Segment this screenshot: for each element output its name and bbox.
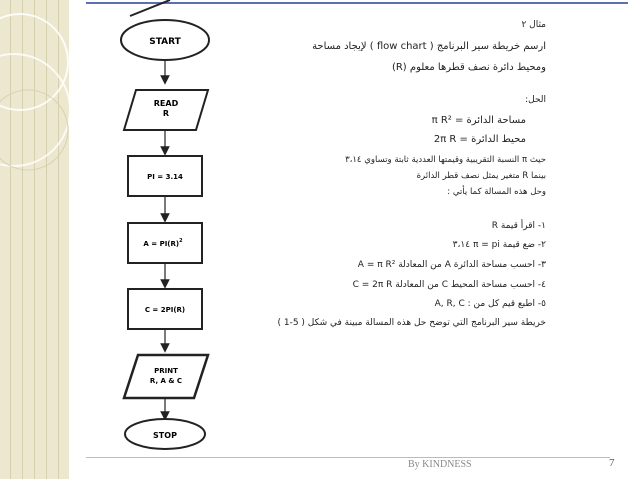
read-label: READ xyxy=(153,99,179,108)
footer-author: By KINDNESS xyxy=(408,459,472,470)
question-line-2: ومحيط دائرة نصف قطرها معلوم (R) xyxy=(391,62,546,73)
area-label xyxy=(143,238,183,248)
sidebar-border xyxy=(69,0,72,479)
figure-caption: خريطة سير البرنامج التي توضح حل هذه المسالة مبينة في شكل ( 5-1 ) xyxy=(277,318,546,328)
circumference-formula-text: محيط الدائرة = 2π R xyxy=(433,134,526,145)
question-line-1: ارسم خريطة سير البرنامج ( flow chart ) لإيجاد مساحة xyxy=(312,41,546,52)
flowchart xyxy=(118,18,218,450)
pi-explanation: حيث π النسبة التقريبية وقيمتها العددية ثابتة وتساوي ٣،١٤ xyxy=(345,155,546,165)
stop-label: STOP xyxy=(153,431,177,440)
example-title: مثال ٢ xyxy=(521,20,546,30)
page-number: 7 xyxy=(609,457,615,469)
circ-label: C = 2PI(R) xyxy=(144,306,186,314)
decorative-circles xyxy=(0,0,69,479)
step-4: ٤- احسب مساحة المحيط C من المعادلة C = 2π R xyxy=(352,280,546,290)
print-label: PRINT xyxy=(154,367,178,375)
step-2: ٢- ضع قيمة π = pi ٣،١٤ xyxy=(452,240,546,250)
decorative-sidebar xyxy=(0,0,69,479)
solution-heading: الحل: xyxy=(525,95,546,105)
pi-label: PI = 3.14 xyxy=(147,173,183,181)
footer-divider xyxy=(86,457,610,458)
start-label: START xyxy=(149,37,181,47)
step-3: ٣- احسب مساحة الدائرة A من المعادلة A = π R² xyxy=(357,260,546,270)
read-var-label: R xyxy=(162,109,170,118)
step-5: ٥- اطبع قيم كل من : A, R, C xyxy=(434,299,546,309)
radius-explanation: بينما R متغير يمثل نصف قطر الدائرة xyxy=(416,171,546,181)
step-1: ١- اقرأ قيمة R xyxy=(491,221,546,231)
solution-intro: وحل هذه المسالة كما يأتي : xyxy=(447,187,546,197)
area-exponent: 2 xyxy=(179,238,183,244)
area-formula-text: مساحة الدائرة = π R² xyxy=(431,115,526,126)
area-formula: A = PI(R) xyxy=(143,240,180,248)
print-vars-label: R, A & C xyxy=(149,377,183,385)
